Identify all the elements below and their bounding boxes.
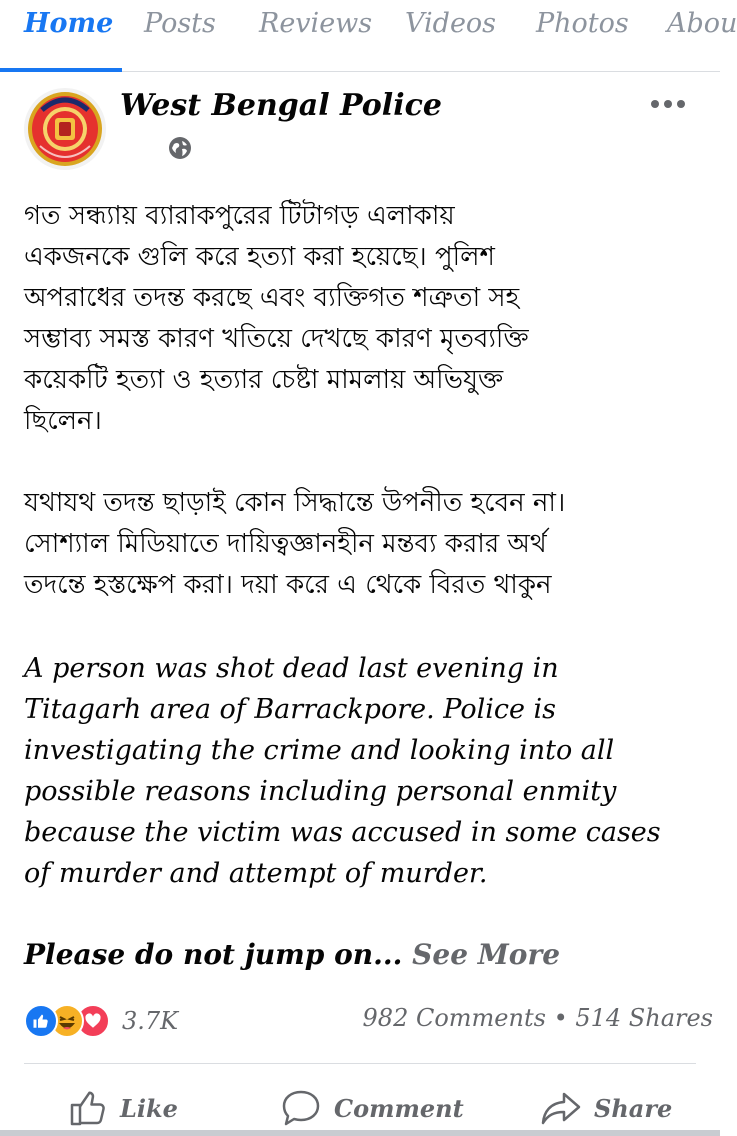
feed-separator bbox=[0, 1130, 720, 1136]
text-line: অপরাধের তদন্ত করছে এবং ব্যক্তিগত শত্রুতা সহ bbox=[24, 283, 520, 313]
tab-about[interactable]: Abou bbox=[667, 8, 737, 39]
reactions-summary[interactable] bbox=[24, 1002, 178, 1040]
comment-label: Comment bbox=[334, 1093, 464, 1123]
post-header bbox=[0, 72, 720, 182]
thumbs-up-icon bbox=[68, 1088, 108, 1128]
shares-count[interactable]: 514 Shares bbox=[575, 1004, 713, 1032]
tab-photos[interactable]: Photos bbox=[536, 8, 629, 39]
text-line: possible reasons including personal enmity bbox=[24, 776, 617, 807]
see-more-link[interactable]: See More bbox=[412, 938, 561, 971]
more-options-button[interactable] bbox=[646, 88, 690, 120]
text-line: investigating the crime and looking into all bbox=[24, 735, 615, 766]
share-label: Share bbox=[594, 1093, 673, 1123]
text-line: গত সন্ধ্যায় ব্যারাকপুরের টিটাগড় এলাকায় bbox=[24, 201, 455, 231]
text-line: সোশ্যাল মিডিয়াতে দায়িত্বজ্ঞানহীন মন্তব্য করার অর্থ bbox=[24, 529, 547, 559]
like-button[interactable] bbox=[68, 1084, 178, 1132]
police-badge-icon bbox=[24, 88, 106, 170]
like-label: Like bbox=[120, 1093, 178, 1123]
text-line: of murder and attempt of murder. bbox=[24, 858, 488, 889]
dot-icon bbox=[664, 100, 672, 108]
stats-separator: • bbox=[553, 1004, 568, 1032]
tab-videos[interactable]: Videos bbox=[405, 8, 497, 39]
share-icon bbox=[540, 1088, 582, 1128]
text-line: যথাযথ তদন্ত ছাড়াই কোন সিদ্ধান্তে উপনীত হবেন না। bbox=[24, 488, 566, 518]
post-actions bbox=[0, 1074, 720, 1136]
text-line: সম্ভাব্য সমস্ত কারণ খতিয়ে দেখছে কারণ মৃতব্যক্তি bbox=[24, 324, 529, 354]
page-tabs bbox=[0, 0, 737, 72]
comments-count[interactable]: 982 Comments bbox=[362, 1004, 546, 1032]
post-text-english-1 bbox=[24, 648, 700, 894]
text-line: ছিলেন। bbox=[24, 406, 102, 436]
tab-reviews[interactable]: Reviews bbox=[259, 8, 373, 39]
share-button[interactable] bbox=[540, 1084, 672, 1132]
text-line: A person was shot dead last evening in bbox=[24, 653, 559, 684]
dot-icon bbox=[677, 100, 685, 108]
comment-button[interactable] bbox=[280, 1084, 464, 1132]
comment-icon bbox=[280, 1088, 322, 1128]
text-line: Titagarh area of Barrackpore. Police is bbox=[24, 694, 557, 725]
avatar[interactable] bbox=[24, 88, 106, 170]
text-line: একজনকে গুলি করে হত্যা করা হয়েছে। পুলিশ bbox=[24, 242, 495, 272]
page-name[interactable]: West Bengal Police bbox=[120, 88, 442, 123]
dot-icon bbox=[651, 100, 659, 108]
divider bbox=[24, 1063, 696, 1064]
globe-icon bbox=[168, 136, 192, 160]
text-line: because the victim was accused in some cases bbox=[24, 817, 661, 848]
like-icon bbox=[24, 1004, 58, 1038]
post-text-bengali-1 bbox=[24, 196, 700, 442]
truncated-text: Please do not jump on... bbox=[24, 938, 403, 971]
tab-home[interactable]: Home bbox=[24, 8, 114, 39]
post-text-bengali-2 bbox=[24, 483, 700, 606]
post-text-english-2 bbox=[24, 934, 700, 975]
post-stats bbox=[363, 1004, 713, 1032]
reaction-count: 3.7K bbox=[122, 1007, 179, 1035]
tab-posts[interactable]: Posts bbox=[144, 8, 216, 39]
text-line: কয়েকটি হত্যা ও হত্যার চেষ্টা মামলায় অভিযুক্ত bbox=[24, 365, 504, 395]
text-line: তদন্তে হস্তক্ষেপ করা। দয়া করে এ থেকে বিরত থাকুন bbox=[24, 570, 552, 600]
